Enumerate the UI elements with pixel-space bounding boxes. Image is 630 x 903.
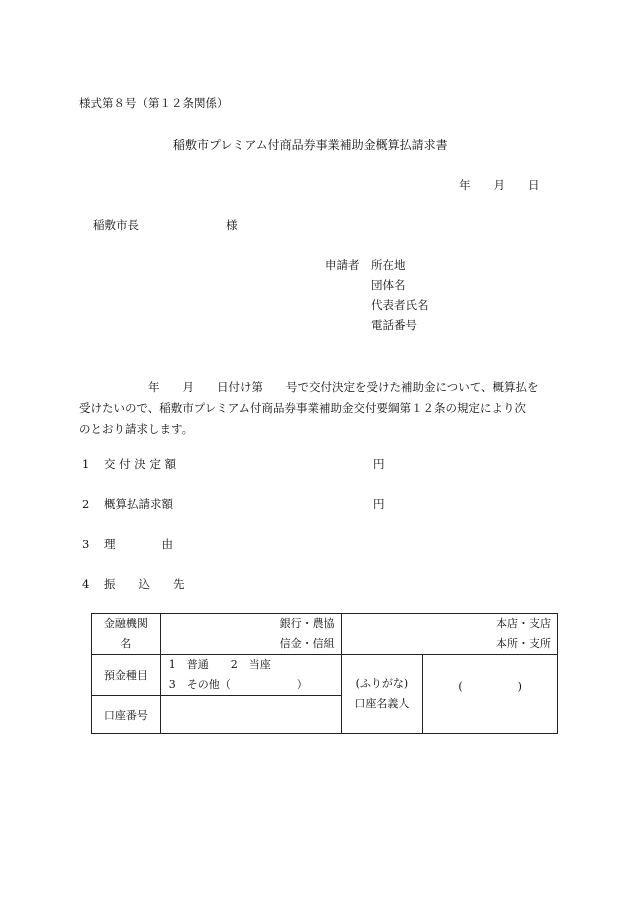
request-statement xyxy=(79,377,559,440)
credit-type-options: 信金・信組 xyxy=(279,637,335,650)
furigana-label: (ふりがな) xyxy=(355,677,409,690)
item-2-label: 概算払請求額 xyxy=(104,497,173,511)
office-type-options: 本所・支所 xyxy=(496,637,551,650)
deposit-type-options-cell[interactable] xyxy=(160,655,341,696)
request-statement-line: のとおり請求します。 xyxy=(79,422,194,436)
account-holder-label: 口座名義人 xyxy=(354,697,410,710)
applicant-representative-label: 代表者氏名 xyxy=(371,298,429,312)
applicant-label: 申請者 xyxy=(325,258,360,272)
item-3-number: 3 xyxy=(82,537,90,551)
document-title: 稲敷市プレミアム付商品券事業補助金概算払請求書 xyxy=(173,138,448,152)
item-2-number: 2 xyxy=(82,497,90,511)
institution-name-cell[interactable] xyxy=(160,614,341,655)
account-number-label-cell xyxy=(92,696,161,734)
branch-type-options: 本店・支店 xyxy=(496,617,551,630)
request-statement-line: 受けたいので、稲敷市プレミアム付商品券事業補助金交付要綱第１２条の規定により次 xyxy=(79,401,527,415)
form-number: 様式第８号（第１２条関係） xyxy=(79,96,229,110)
item-4-label: 振 込 先 xyxy=(104,577,185,591)
item-4-number: 4 xyxy=(82,577,90,591)
account-number-label: 口座番号 xyxy=(103,708,148,722)
bank-transfer-table xyxy=(91,613,558,734)
deposit-options-line-1: 1 普通 2 当座 xyxy=(168,658,271,671)
applicant-phone-label: 電話番号 xyxy=(371,318,417,332)
institution-label-cell xyxy=(92,614,161,655)
deposit-type-label: 預金種目 xyxy=(103,669,148,682)
account-number-value-cell[interactable] xyxy=(160,696,341,734)
request-statement-line: 年 月 日付け第 号で交付決定を受けた補助金について、概算払を xyxy=(79,380,539,394)
addressee-honorific: 様 xyxy=(226,218,238,232)
applicant-organization-label: 団体名 xyxy=(371,278,406,292)
account-holder-value-cell[interactable] xyxy=(423,655,558,734)
item-1-label: 交 付 決 定 額 xyxy=(104,457,177,471)
institution-label: 金融機関 xyxy=(103,617,148,630)
item-1-unit: 円 xyxy=(373,457,385,471)
account-holder-label-cell xyxy=(341,655,423,734)
bank-type-options: 銀行・農協 xyxy=(279,617,335,630)
deposit-options-line-2: 3 その他（ ） xyxy=(168,678,308,691)
item-1-number: 1 xyxy=(82,457,90,471)
addressee-name: 稲敷市長 xyxy=(93,218,139,232)
item-3-label: 理 由 xyxy=(104,537,173,551)
deposit-type-label-cell xyxy=(92,655,161,696)
branch-name-cell[interactable] xyxy=(341,614,557,655)
applicant-address-label: 所在地 xyxy=(371,258,406,272)
date-line: 年 月 日 xyxy=(459,178,540,192)
item-2-unit: 円 xyxy=(373,497,385,511)
furigana-value: ( ) xyxy=(458,680,522,693)
institution-label-suffix: 名 xyxy=(120,637,132,650)
